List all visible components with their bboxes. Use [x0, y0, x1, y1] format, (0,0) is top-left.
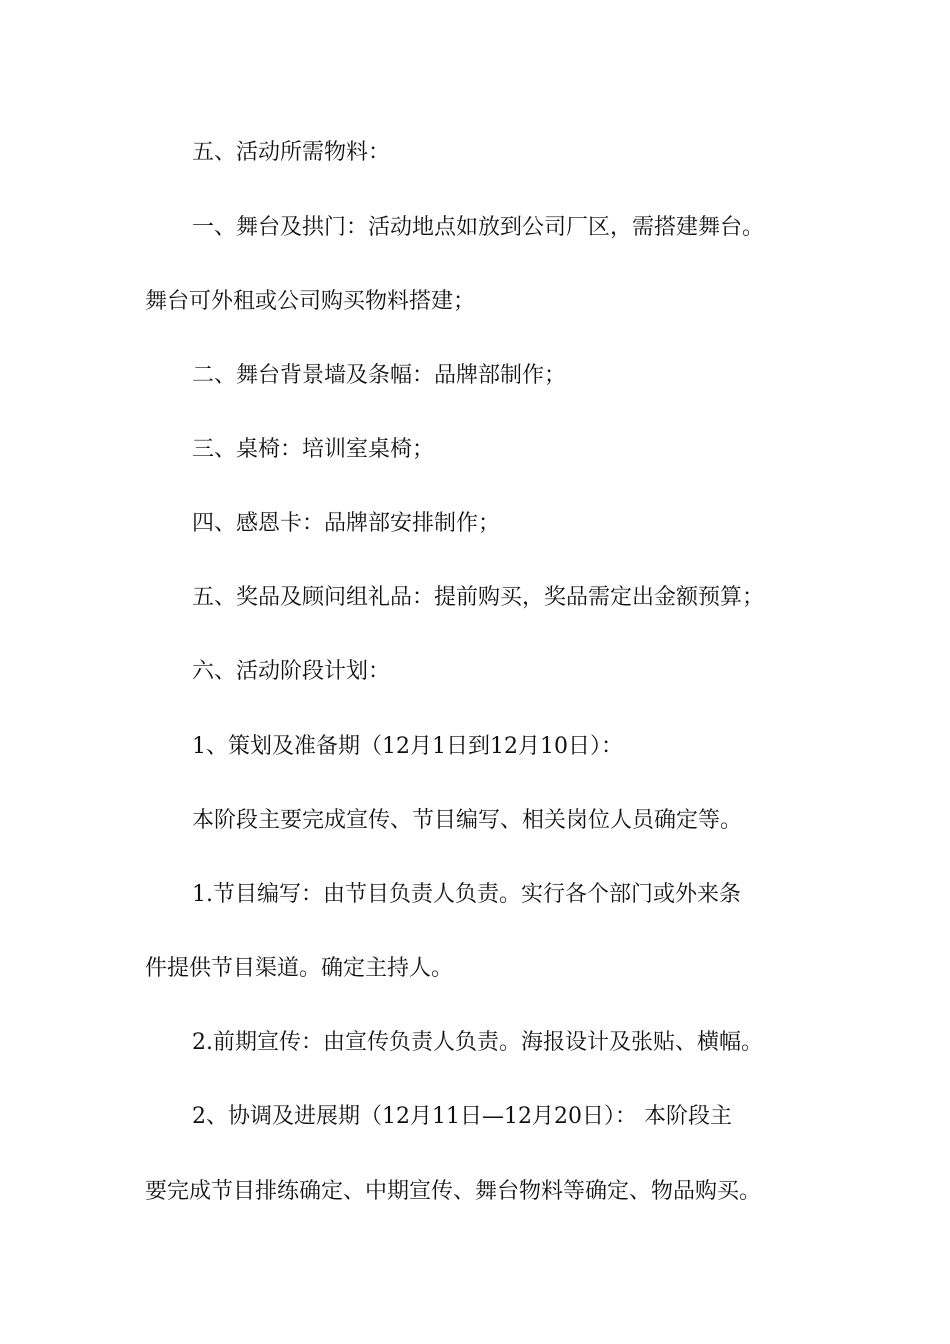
paragraph-early-promotion: 2.前期宣传：由宣传负责人负责。海报设计及张贴、横幅。 — [192, 1030, 763, 1055]
paragraph-program-writing-line2: 件提供节目渠道。确定主持人。 — [145, 956, 454, 981]
paragraph-coordination-summary: 要完成节目排练确定、中期宣传、舞台物料等确定、物品购买。 — [145, 1179, 762, 1204]
section-heading-stage-plan: 六、活动阶段计划： — [192, 659, 391, 684]
paragraph-backdrop-banner: 二、舞台背景墙及条幅：品牌部制作； — [192, 363, 567, 388]
paragraph-planning-summary: 本阶段主要完成宣传、节目编写、相关岗位人员确定等。 — [192, 808, 743, 833]
subheading-planning-phase: 1、策划及准备期（12月1日到12月10日）： — [192, 734, 623, 759]
paragraph-stage-arch-line1: 一、舞台及拱门：活动地点如放到公司厂区，需搭建舞台。 — [192, 215, 765, 240]
paragraph-tables-chairs: 三、桌椅：培训室桌椅； — [192, 437, 435, 462]
paragraph-thank-you-cards: 四、感恩卡：品牌部安排制作； — [192, 511, 501, 536]
section-heading-materials: 五、活动所需物料： — [192, 140, 391, 165]
paragraph-stage-arch-line2: 舞台可外租或公司购买物料搭建； — [145, 289, 476, 314]
paragraph-program-writing-line1: 1.节目编写：由节目负责人负责。实行各个部门或外来条 — [192, 882, 741, 907]
paragraph-prizes-gifts: 五、奖品及顾问组礼品：提前购买，奖品需定出金额预算； — [192, 585, 765, 610]
subheading-coordination-phase: 2、协调及进展期（12月11日—12月20日）： 本阶段主 — [192, 1104, 732, 1129]
